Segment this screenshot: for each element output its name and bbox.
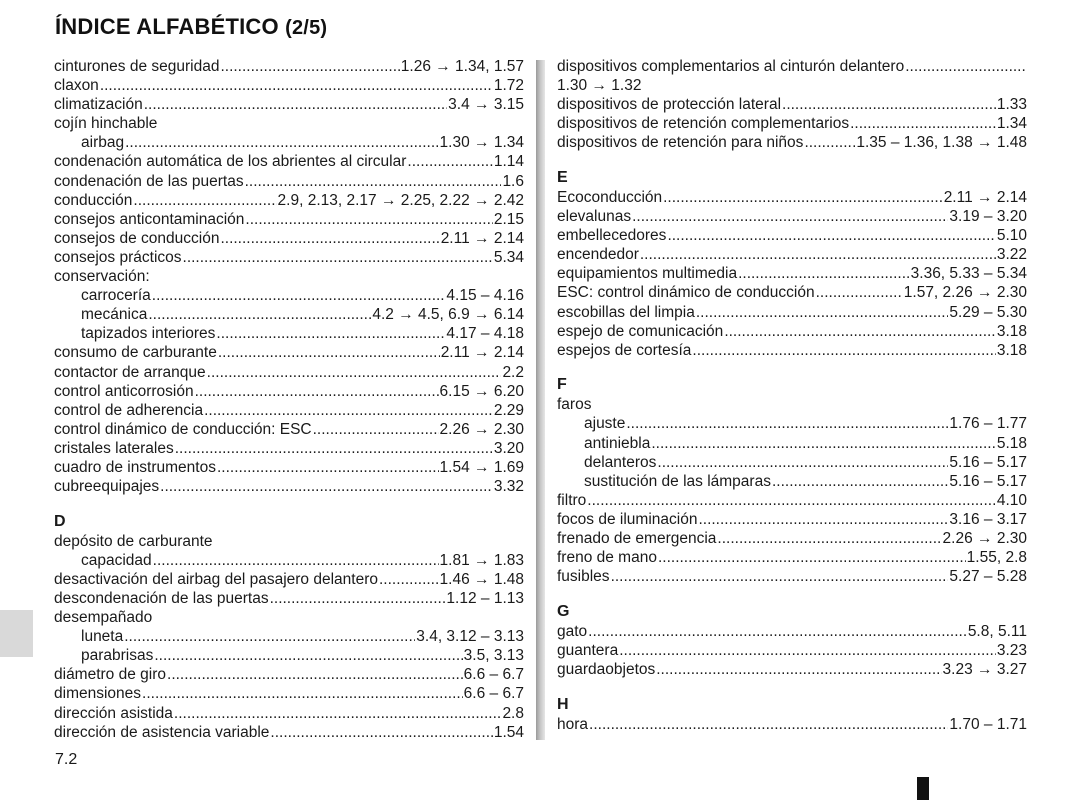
entry-pages: 1.57, 2.26 → 2.30 (903, 284, 1027, 302)
entry-pages: 1.34 (996, 115, 1027, 133)
index-entry (557, 322, 1027, 341)
entry-pages: 4.15 – 4.16 (446, 287, 524, 305)
index-entry (557, 188, 1027, 207)
entry-pages: 1.76 – 1.77 (949, 415, 1027, 433)
entry-pages: 2.26 → 2.30 (439, 420, 524, 438)
index-entry (54, 286, 524, 305)
index-heading: conservación: (54, 268, 150, 286)
entry-term: mecánica (81, 306, 148, 324)
entry-term: embellecedores (557, 227, 667, 245)
index-heading: desempañado (54, 609, 153, 627)
dot-leader (183, 248, 493, 267)
index-entry (54, 248, 524, 267)
index-entry (54, 477, 524, 496)
dot-leader (124, 627, 415, 646)
entry-term: dispositivos de retención complementarios (557, 115, 850, 133)
dot-leader (148, 305, 371, 324)
dot-leader (656, 660, 941, 679)
entry-pages: 3.36, 5.33 – 5.34 (910, 265, 1027, 283)
entry-pages: 3.20 (493, 439, 524, 457)
index-entry (54, 627, 524, 646)
entry-term: consumo de carburante (54, 344, 217, 362)
entry-pages: 2.8 (502, 704, 524, 722)
index-entry (557, 529, 1027, 548)
index-entry (54, 382, 524, 401)
dot-leader (651, 434, 995, 453)
entry-term: consejos de conducción (54, 229, 220, 247)
entry-pages: 3.22 (996, 246, 1027, 264)
entry-term: tapizados interiores (81, 325, 216, 343)
entry-term: frenado de emergencia (557, 529, 717, 547)
entry-pages: 1.14 (493, 153, 524, 171)
index-entry (54, 305, 524, 324)
entry-term: airbag (81, 134, 125, 152)
index-entry (557, 264, 1027, 283)
entry-pages: 4.2 → 4.5, 6.9 → 6.14 (372, 306, 524, 324)
entry-pages: 2.11 → 2.14 (943, 188, 1027, 206)
entry-pages: 3.32 (493, 478, 524, 496)
entry-term: desactivación del airbag del pasajero delantero (54, 570, 378, 588)
entry-term: filtro (557, 491, 587, 509)
entry-pages: 1.70 – 1.71 (949, 715, 1027, 733)
dot-leader (407, 152, 492, 171)
entry-term: espejos de cortesía (557, 341, 692, 359)
dot-leader (207, 363, 502, 382)
index-entry (557, 303, 1027, 322)
dot-leader (667, 226, 995, 245)
dot-leader (619, 641, 996, 660)
dot-leader (657, 453, 948, 472)
entry-term: encendedor (557, 246, 639, 264)
dot-leader (782, 95, 996, 114)
entry-pages: 1.46 → 1.48 (439, 570, 524, 588)
entry-term: delanteros (584, 453, 657, 471)
section-letter: H (557, 695, 569, 713)
entry-term: focos de iluminación (557, 510, 698, 528)
index-entry (54, 191, 524, 210)
page-title (55, 14, 327, 40)
entry-term: freno de mano (557, 549, 657, 567)
page-number: 7.2 (55, 751, 78, 768)
entry-pages: 3.18 (996, 341, 1027, 359)
dot-leader (589, 715, 948, 734)
entry-term: equipamientos multimedia (557, 265, 738, 283)
entry-pages: 5.34 (493, 248, 524, 266)
index-entry (54, 324, 524, 343)
dot-leader (772, 472, 948, 491)
entry-term: cristales laterales (54, 439, 174, 457)
entry-term: cinturones de seguridad (54, 58, 220, 75)
entry-pages: 5.8, 5.11 (967, 622, 1027, 640)
entry-term: hora (557, 715, 589, 733)
index-entry (54, 704, 524, 723)
section-gap (557, 360, 1027, 376)
entry-pages: 1.26 → 1.34, 1.57 (400, 58, 524, 75)
entry-term: parabrisas (81, 647, 154, 665)
entry-pages: 3.4 → 3.15 (448, 96, 524, 114)
entry-pages: 5.18 (996, 434, 1027, 452)
dot-leader (154, 646, 462, 665)
entry-pages: 6.6 – 6.7 (463, 685, 524, 703)
index-entry (54, 133, 524, 152)
index-entry (54, 95, 524, 114)
index-entry (54, 723, 524, 742)
index-entry (54, 420, 524, 439)
entry-pages: 5.27 – 5.28 (949, 568, 1027, 586)
section-letter: D (54, 512, 66, 530)
section-letter: G (557, 602, 570, 620)
entry-pages: 5.16 – 5.17 (949, 453, 1027, 471)
entry-pages: 3.4, 3.12 – 3.13 (416, 628, 524, 646)
dot-leader (175, 439, 493, 458)
entry-term: diámetro de giro (54, 666, 167, 684)
index-entry (54, 551, 524, 570)
entry-pages: 2.29 (493, 401, 524, 419)
entry-pages: 6.6 – 6.7 (463, 666, 524, 684)
entry-term: dirección asistida (54, 704, 173, 722)
entry-pages: 2.26 → 2.30 (942, 529, 1027, 547)
dot-leader (696, 303, 949, 322)
index-entry (557, 622, 1027, 641)
index-entry (557, 207, 1027, 226)
index-entry (557, 510, 1027, 529)
dot-leader (174, 704, 502, 723)
index-entry (54, 343, 524, 362)
index-entry (557, 57, 1027, 76)
entry-pages: 1.55, 2.8 (966, 549, 1027, 567)
dot-leader (125, 133, 438, 152)
index-column-right (557, 57, 1027, 734)
entry-term: dispositivos de protección lateral (557, 96, 782, 114)
dot-leader (588, 622, 967, 641)
dot-leader (640, 245, 996, 264)
entry-pages: 3.5, 3.13 (463, 647, 524, 665)
index-entry (54, 439, 524, 458)
dot-leader (142, 684, 463, 703)
index-entry (557, 414, 1027, 433)
dot-leader (270, 723, 492, 742)
entry-term: Ecoconducción (557, 188, 663, 206)
dot-leader (724, 322, 996, 341)
index-entry (557, 245, 1027, 264)
dot-leader (698, 510, 948, 529)
index-column-left (54, 57, 524, 742)
dot-leader (217, 458, 439, 477)
entry-term: control anticorrosión (54, 382, 194, 400)
section-gap (557, 586, 1027, 602)
dot-leader (717, 529, 941, 548)
index-entry (54, 57, 524, 76)
entry-term: consejos anticontaminación (54, 210, 245, 228)
entry-term: guardaobjetos (557, 660, 656, 678)
dot-leader (218, 343, 440, 362)
dot-leader (611, 567, 949, 586)
entry-term: cubreequipajes (54, 478, 160, 496)
entry-term: escobillas del limpia (557, 303, 695, 321)
index-entry (54, 684, 524, 703)
dot-leader (270, 589, 446, 608)
entry-term: fusibles (557, 568, 610, 586)
index-entry (557, 95, 1027, 114)
dot-leader (804, 133, 851, 152)
index-entry (557, 472, 1027, 491)
index-entry (557, 434, 1027, 453)
index-entry (54, 152, 524, 171)
entry-term: antiniebla (584, 434, 651, 452)
dot-leader (850, 114, 996, 133)
entry-pages: 5.29 – 5.30 (949, 303, 1027, 321)
index-entry (54, 589, 524, 608)
page-title-part: (2/5) (285, 17, 328, 39)
entry-term: capacidad (81, 551, 152, 569)
entry-pages: 1.30 → 1.34 (439, 134, 524, 152)
index-entry (54, 570, 524, 589)
index-entry (54, 458, 524, 477)
index-entry (557, 226, 1027, 245)
dot-leader (133, 191, 276, 210)
dot-leader (245, 172, 502, 191)
entry-pages: 1.33 (996, 96, 1027, 114)
column-divider (536, 60, 545, 740)
entry-term: dirección de asistencia variable (54, 723, 270, 741)
index-heading: depósito de carburante (54, 532, 213, 550)
chapter-tab (0, 610, 33, 657)
dot-leader (816, 283, 903, 302)
entry-term: sustitución de las lámparas (584, 472, 771, 490)
dot-leader (152, 286, 446, 305)
entry-pages: 1.54 → 1.69 (439, 458, 524, 476)
dot-leader (587, 491, 996, 510)
entry-pages: 1.72 (493, 77, 524, 95)
dot-leader (692, 341, 995, 360)
entry-pages: 3.19 – 3.20 (949, 208, 1027, 226)
dot-leader (245, 210, 492, 229)
dot-leader (626, 414, 948, 433)
entry-pages: 1.6 (502, 172, 524, 190)
index-entry (54, 363, 524, 382)
dot-leader (313, 420, 439, 439)
index-entry (54, 210, 524, 229)
entry-pages: 3.23 (996, 641, 1027, 659)
entry-pages: 4.10 (996, 491, 1027, 509)
entry-pages: 3.23 → 3.27 (942, 660, 1027, 678)
entry-pages: 1.81 → 1.83 (439, 551, 524, 569)
index-entry (557, 453, 1027, 472)
dot-leader (663, 188, 943, 207)
dot-leader (738, 264, 910, 283)
index-entry-continuation: 1.30 → 1.32 (557, 77, 642, 95)
page-edge-marker (917, 777, 929, 800)
entry-term: dimensiones (54, 685, 142, 703)
section-gap (557, 679, 1027, 695)
entry-term: luneta (81, 628, 124, 646)
index-entry (557, 283, 1027, 302)
dot-leader (153, 551, 439, 570)
index-entry (557, 491, 1027, 510)
entry-pages: .1.35 – 1.36, 1.38 → 1.48 (852, 134, 1027, 152)
entry-pages: 3.16 – 3.17 (949, 510, 1027, 528)
entry-pages: 5.16 – 5.17 (949, 472, 1027, 490)
index-entry (54, 646, 524, 665)
dot-leader (100, 76, 493, 95)
entry-term: condenación automática de los abrientes al circular (54, 153, 407, 171)
dot-leader (144, 95, 447, 114)
dot-leader (216, 324, 445, 343)
section-gap (557, 152, 1027, 168)
entry-pages: 4.17 – 4.18 (446, 325, 524, 343)
dot-leader (658, 548, 966, 567)
index-entry (557, 715, 1027, 734)
dot-leader (220, 229, 439, 248)
dot-leader (204, 401, 493, 420)
entry-term: cuadro de instrumentos (54, 458, 216, 476)
index-entry (557, 341, 1027, 360)
entry-pages: 3.18 (996, 322, 1027, 340)
index-entry (54, 665, 524, 684)
section-letter: F (557, 376, 567, 394)
entry-term: contactor de arranque (54, 363, 206, 381)
entry-pages: 2.15 (493, 210, 524, 228)
index-entry (54, 172, 524, 191)
entry-term: condenación de las puertas (54, 172, 244, 190)
entry-term: descondenación de las puertas (54, 589, 269, 607)
entry-pages: 2.9, 2.13, 2.17 → 2.25, 2.22 → 2.42 (277, 191, 524, 209)
entry-pages: 1.54 (493, 723, 524, 741)
dot-leader (220, 57, 399, 76)
entry-term: carrocería (81, 287, 151, 305)
entry-term: consejos prácticos (54, 248, 182, 266)
entry-term: claxon (54, 77, 99, 95)
index-entry (54, 229, 524, 248)
entry-term: dispositivos complementarios al cinturón delantero (557, 58, 905, 75)
entry-pages: 2.2 (502, 363, 524, 381)
dot-leader (379, 570, 439, 589)
section-letter: E (557, 168, 568, 186)
entry-pages: 5.10 (996, 227, 1027, 245)
index-entry (54, 401, 524, 420)
index-entry (557, 567, 1027, 586)
index-entry (557, 660, 1027, 679)
entry-term: guantera (557, 641, 619, 659)
index-entry (54, 76, 524, 95)
entry-term: control de adherencia (54, 401, 204, 419)
entry-pages: 2.11 → 2.14 (440, 229, 524, 247)
index-entry (557, 114, 1027, 133)
entry-term: control dinámico de conducción: ESC (54, 420, 312, 438)
entry-term: climatización (54, 96, 143, 114)
entry-pages: 2.11 → 2.14 (440, 344, 524, 362)
entry-term: ESC: control dinámico de conducción (557, 284, 815, 302)
entry-term: ajuste (584, 415, 626, 433)
dot-leader (160, 477, 493, 496)
index-heading: cojín hinchable (54, 115, 158, 133)
entry-term: elevalunas (557, 208, 632, 226)
entry-term: espejo de comunicación (557, 322, 724, 340)
index-entry (557, 641, 1027, 660)
entry-pages: 1.12 – 1.13 (446, 589, 524, 607)
index-entry (557, 133, 1027, 152)
entry-term: dispositivos de retención para niños (557, 134, 804, 152)
dot-leader (632, 207, 948, 226)
entry-term: gato (557, 622, 588, 640)
index-entry (557, 548, 1027, 567)
page-title-main: ÍNDICE ALFABÉTICO (55, 14, 279, 39)
dot-leader (905, 57, 1026, 76)
entry-pages: 6.15 → 6.20 (439, 382, 524, 400)
dot-leader (195, 382, 439, 401)
dot-leader (167, 665, 463, 684)
entry-term: conducción (54, 191, 133, 209)
index-heading: faros (557, 396, 592, 414)
section-gap (54, 496, 524, 512)
